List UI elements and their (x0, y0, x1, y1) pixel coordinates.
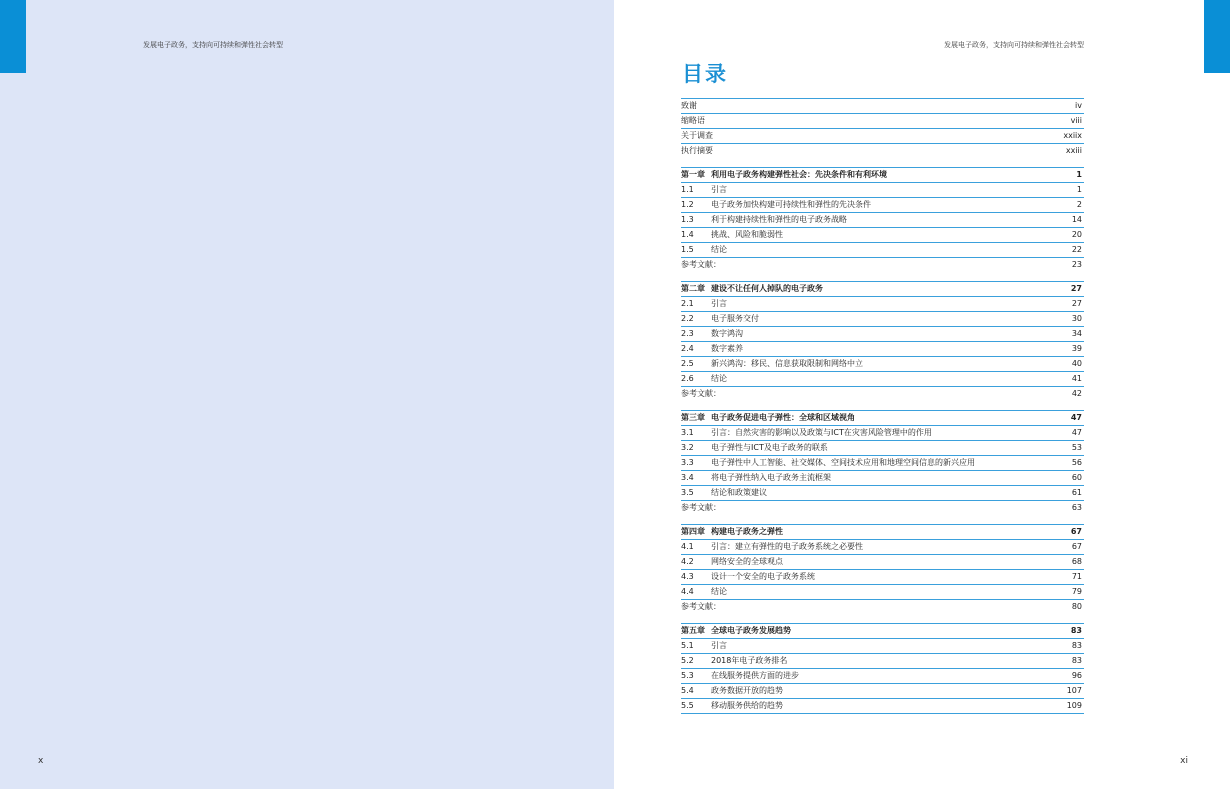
section-number: 2.1 (681, 299, 694, 308)
toc-section-entry[interactable] (681, 539, 1084, 554)
entry-title: 利用电子政务构建弹性社会：先决条件和有利环境 (711, 170, 887, 179)
page-number: x (38, 756, 44, 766)
chapter-label: 第二章 (681, 284, 705, 293)
entry-title: 结论 (711, 587, 727, 596)
entry-page-number: 41 (1071, 374, 1082, 383)
entry-page-number: 83 (1070, 626, 1082, 635)
section-number: 4.3 (681, 572, 694, 581)
entry-page-number: 53 (1071, 443, 1082, 452)
entry-title: 电子弹性中人工智能、社交媒体、空间技术应用和地理空间信息的新兴应用 (711, 458, 975, 467)
toc-section-entry[interactable] (681, 455, 1084, 470)
section-number: 1.3 (681, 215, 694, 224)
entry-page-number: 61 (1071, 488, 1082, 497)
entry-title: 电子政务促进电子弹性：全球和区域视角 (711, 413, 855, 422)
toc-front-entry[interactable] (681, 143, 1084, 158)
entry-page-number: 23 (1071, 260, 1082, 269)
page-title: 目录 (682, 61, 728, 86)
entry-page-number: xxiix (1063, 131, 1082, 140)
toc-section-entry[interactable] (681, 554, 1084, 569)
toc-chapter-entry[interactable] (681, 524, 1084, 539)
section-number: 4.2 (681, 557, 694, 566)
toc-section-entry[interactable] (681, 668, 1084, 683)
page-number: xi (1180, 756, 1188, 766)
entry-page-number: 42 (1071, 389, 1082, 398)
entry-page-number: 80 (1071, 602, 1082, 611)
chapter-label: 第一章 (681, 170, 705, 179)
entry-page-number: 27 (1071, 299, 1082, 308)
entry-page-number: 56 (1071, 458, 1082, 467)
toc-section-entry[interactable] (681, 296, 1084, 311)
section-number: 1.4 (681, 230, 694, 239)
toc-section-entry[interactable] (681, 638, 1084, 653)
entry-page-number: 2 (1076, 200, 1082, 209)
running-header: 发展电子政务，支持向可持续和弹性社会转型 (143, 41, 283, 49)
toc-front-entry[interactable] (681, 98, 1084, 113)
entry-title: 致谢 (681, 101, 697, 110)
entry-title: 在线服务提供方面的进步 (711, 671, 799, 680)
toc-section-entry[interactable] (681, 227, 1084, 242)
section-number: 5.3 (681, 671, 694, 680)
toc-chapter-entry[interactable] (681, 623, 1084, 638)
toc-section-entry[interactable] (681, 584, 1084, 599)
toc-section-entry[interactable] (681, 242, 1084, 257)
entry-page-number: viii (1070, 116, 1082, 125)
section-number: 4.4 (681, 587, 694, 596)
section-number: 1.2 (681, 200, 694, 209)
entry-page-number: 20 (1071, 230, 1082, 239)
entry-title: 电子服务交付 (711, 314, 759, 323)
entry-title: 电子政务加快构建可持续性和弹性的先决条件 (711, 200, 871, 209)
entry-title: 引言 (711, 185, 727, 194)
entry-title: 挑战、风险和脆弱性 (711, 230, 783, 239)
toc-references-entry[interactable] (681, 386, 1084, 401)
toc-references-entry[interactable] (681, 599, 1084, 614)
entry-page-number: 39 (1071, 344, 1082, 353)
toc-section-entry[interactable] (681, 356, 1084, 371)
entry-title: 利于构建持续性和弹性的电子政务战略 (711, 215, 847, 224)
toc-section-entry[interactable] (681, 485, 1084, 500)
toc-section-entry[interactable] (681, 425, 1084, 440)
entry-title: 政务数据开放的趋势 (711, 686, 783, 695)
section-number: 1.1 (681, 185, 694, 194)
section-number: 2.5 (681, 359, 694, 368)
entry-title: 数字素养 (711, 344, 743, 353)
entry-title: 结论 (711, 245, 727, 254)
toc-section-entry[interactable] (681, 371, 1084, 386)
toc-chapter-entry[interactable] (681, 410, 1084, 425)
entry-title: 移动服务供给的趋势 (711, 701, 783, 710)
entry-page-number: xxiii (1065, 146, 1082, 155)
section-number: 2.3 (681, 329, 694, 338)
entry-title: 缩略语 (681, 116, 705, 125)
entry-page-number: 40 (1071, 359, 1082, 368)
toc-section-entry[interactable] (681, 311, 1084, 326)
entry-page-number: 27 (1070, 284, 1082, 293)
section-number: 5.4 (681, 686, 694, 695)
toc-front-entry[interactable] (681, 128, 1084, 143)
toc-section-entry[interactable] (681, 197, 1084, 212)
entry-page-number: 34 (1071, 329, 1082, 338)
entry-title: 引言：自然灾害的影响以及政策与ICT在灾害风险管理中的作用 (711, 428, 932, 437)
toc-chapter-entry[interactable] (681, 167, 1084, 182)
entry-page-number: 68 (1071, 557, 1082, 566)
entry-page-number: 47 (1071, 428, 1082, 437)
section-number: 1.5 (681, 245, 694, 254)
entry-page-number: 14 (1071, 215, 1082, 224)
toc-section-entry[interactable] (681, 212, 1084, 227)
running-header: 发展电子政务，支持向可持续和弹性社会转型 (944, 41, 1084, 49)
entry-page-number: 47 (1070, 413, 1082, 422)
toc-section-entry[interactable] (681, 470, 1084, 485)
entry-page-number: iv (1075, 101, 1082, 110)
section-number: 3.4 (681, 473, 694, 482)
entry-title: 构建电子政务之弹性 (711, 527, 783, 536)
entry-title: 参考文献： (681, 260, 721, 269)
toc-references-entry[interactable] (681, 500, 1084, 515)
section-number: 2.4 (681, 344, 694, 353)
entry-title: 结论 (711, 374, 727, 383)
section-number: 3.5 (681, 488, 694, 497)
entry-title: 关于调查 (681, 131, 713, 140)
toc-section-entry[interactable] (681, 653, 1084, 668)
left-page-tab (0, 0, 26, 73)
entry-title: 全球电子政务发展趋势 (711, 626, 791, 635)
section-number: 4.1 (681, 542, 694, 551)
chapter-label: 第四章 (681, 527, 705, 536)
entry-title: 结论和政策建议 (711, 488, 767, 497)
toc-front-entry[interactable] (681, 113, 1084, 128)
section-number: 5.2 (681, 656, 694, 665)
right-page (614, 0, 1230, 789)
entry-page-number: 60 (1071, 473, 1082, 482)
entry-page-number: 1 (1076, 170, 1082, 179)
entry-page-number: 67 (1070, 527, 1082, 536)
section-number: 5.5 (681, 701, 694, 710)
section-number: 3.2 (681, 443, 694, 452)
toc-section-entry[interactable] (681, 683, 1084, 698)
chapter-label: 第三章 (681, 413, 705, 422)
section-number: 3.3 (681, 458, 694, 467)
entry-page-number: 79 (1071, 587, 1082, 596)
entry-title: 参考文献： (681, 602, 721, 611)
entry-title: 建设不让任何人掉队的电子政务 (711, 284, 823, 293)
entry-title: 将电子弹性纳入电子政务主流框架 (711, 473, 831, 482)
table-of-contents (681, 98, 1084, 714)
entry-title: 执行摘要 (681, 146, 713, 155)
entry-page-number: 63 (1071, 503, 1082, 512)
entry-page-number: 83 (1071, 641, 1082, 650)
entry-title: 网络安全的全球观点 (711, 557, 783, 566)
entry-page-number: 22 (1071, 245, 1082, 254)
toc-section-entry[interactable] (681, 326, 1084, 341)
section-number: 2.2 (681, 314, 694, 323)
entry-page-number: 1 (1076, 185, 1082, 194)
toc-section-entry[interactable] (681, 440, 1084, 455)
toc-section-entry[interactable] (681, 182, 1084, 197)
section-number: 5.1 (681, 641, 694, 650)
entry-page-number: 96 (1071, 671, 1082, 680)
toc-section-entry[interactable] (681, 698, 1084, 714)
entry-page-number: 71 (1071, 572, 1082, 581)
entry-title: 2018年电子政务排名 (711, 656, 788, 665)
right-page-tab (1204, 0, 1230, 73)
entry-title: 引言 (711, 641, 727, 650)
entry-title: 设计一个安全的电子政务系统 (711, 572, 815, 581)
entry-page-number: 30 (1071, 314, 1082, 323)
section-number: 2.6 (681, 374, 694, 383)
toc-section-entry[interactable] (681, 341, 1084, 356)
toc-references-entry[interactable] (681, 257, 1084, 272)
toc-section-entry[interactable] (681, 569, 1084, 584)
entry-title: 引言 (711, 299, 727, 308)
entry-title: 新兴鸿沟：移民、信息获取限制和网络中立 (711, 359, 863, 368)
entry-page-number: 107 (1066, 686, 1082, 695)
entry-title: 引言：建立有弹性的电子政务系统之必要性 (711, 542, 863, 551)
chapter-label: 第五章 (681, 626, 705, 635)
entry-title: 数字鸿沟 (711, 329, 743, 338)
toc-chapter-entry[interactable] (681, 281, 1084, 296)
entry-page-number: 67 (1071, 542, 1082, 551)
entry-title: 电子弹性与ICT及电子政务的联系 (711, 443, 828, 452)
entry-title: 参考文献： (681, 503, 721, 512)
entry-page-number: 109 (1066, 701, 1082, 710)
entry-title: 参考文献： (681, 389, 721, 398)
left-page (0, 0, 614, 789)
entry-page-number: 83 (1071, 656, 1082, 665)
section-number: 3.1 (681, 428, 694, 437)
